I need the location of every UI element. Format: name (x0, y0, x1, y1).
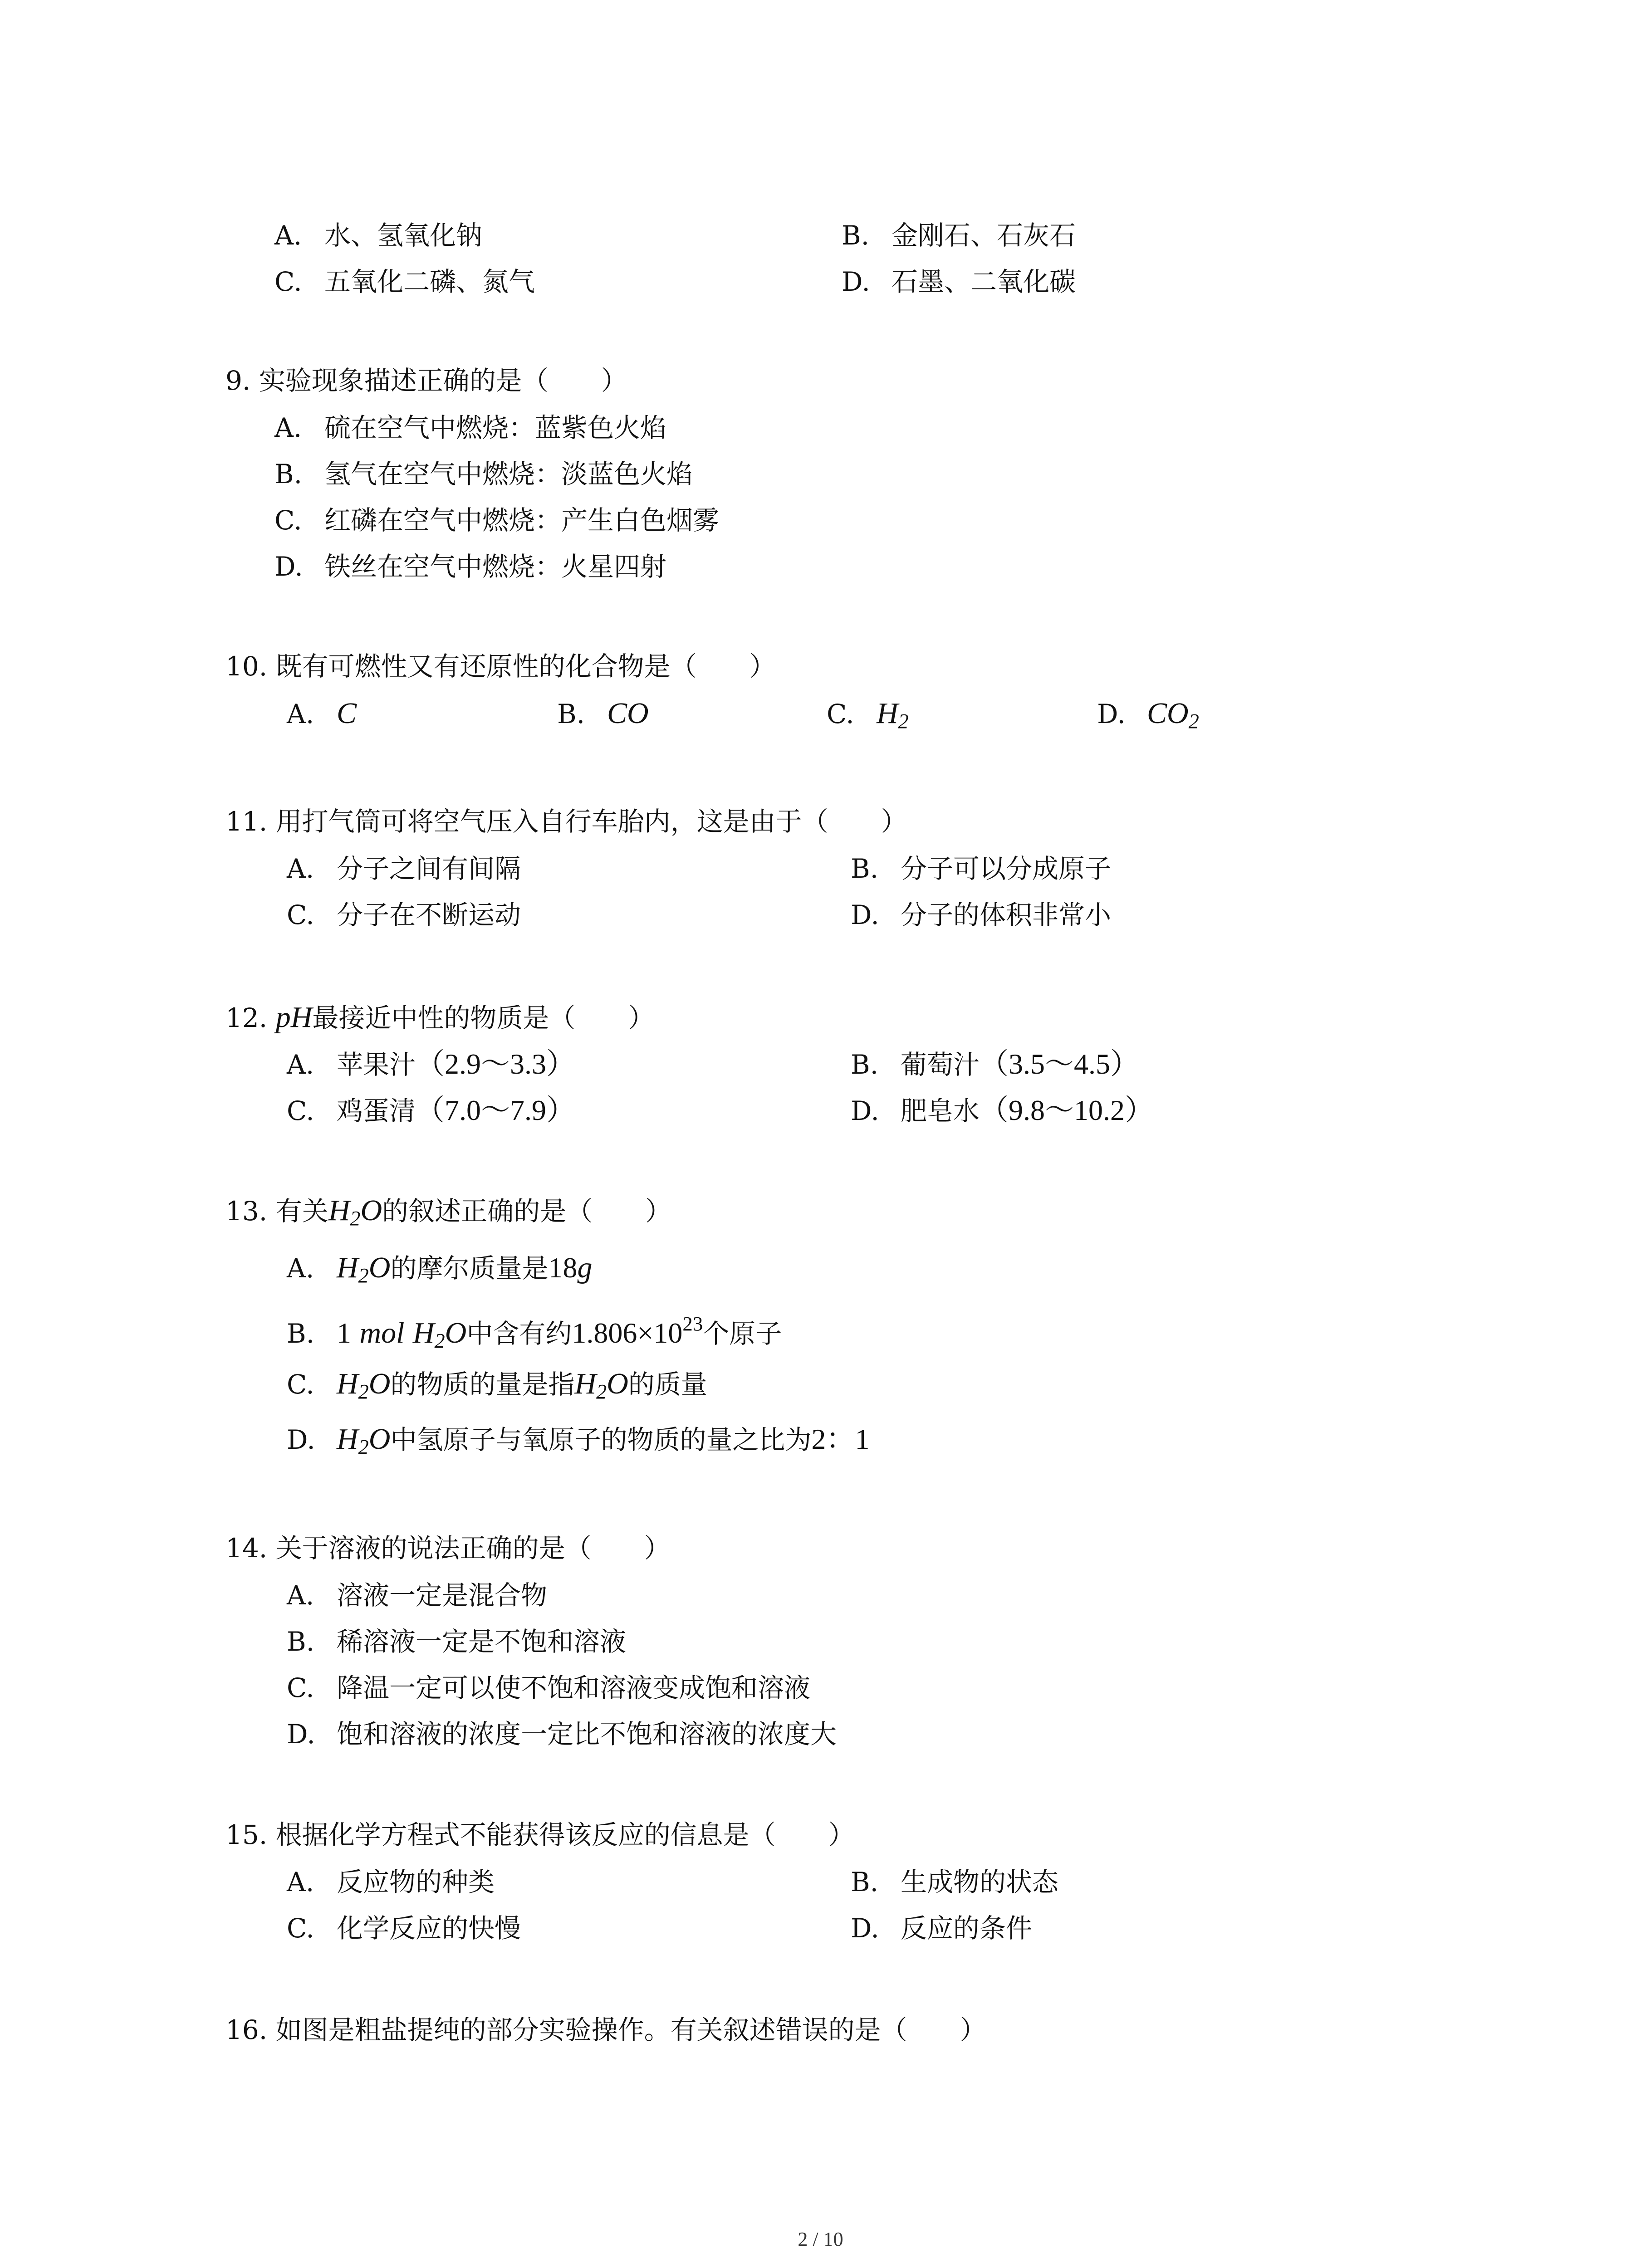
option-label: B. (274, 459, 303, 489)
q14-stem: 14. 关于溶液的说法正确的是（ ） (225, 1533, 671, 1564)
option-text: 红磷在空气中燃烧：产生白色烟雾 (324, 505, 720, 536)
q10-option-b[interactable] (557, 699, 649, 728)
option-unit: g (577, 1251, 593, 1284)
option-text-post: 的质量 (628, 1369, 707, 1400)
option-text: 五氧化二磷、氮气 (324, 266, 535, 297)
q13-stem: 13. 有关$H_2O$的叙述正确的是（ ） (225, 1194, 672, 1230)
q12-stem: 12. pH最接近中性的物质是（ ） (225, 1001, 655, 1034)
option-label: B. (842, 220, 870, 251)
option-range: （7.0～7.9） (416, 1094, 576, 1126)
option-text: 葡萄汁 (901, 1049, 980, 1080)
option-label: A. (274, 412, 302, 443)
option-text: 苹果汁 (337, 1049, 416, 1080)
q13-option-d[interactable] (287, 1424, 869, 1458)
q9-stem: 9. 实验现象描述正确的是（ ） (225, 365, 627, 396)
option-text: 溶液一定是混合物 (337, 1580, 548, 1611)
option-text: 分子可以分成原子 (901, 853, 1112, 884)
option-text: 中含有约 (466, 1318, 572, 1349)
option-label: B. (287, 1318, 315, 1349)
q9-option-b[interactable] (274, 461, 693, 487)
h2o-formula: $H_2O$ (412, 1316, 467, 1353)
q11-option-b[interactable] (851, 855, 1111, 882)
option-label: B. (851, 1867, 879, 1897)
q9-option-a[interactable] (274, 412, 667, 443)
q12-option-b[interactable] (851, 1050, 1139, 1079)
option-text: 金刚石、石灰石 (892, 220, 1076, 251)
option-label: C. (287, 1095, 314, 1126)
q12-option-c[interactable] (287, 1096, 575, 1125)
option-text: 中氢原子与氧原子的物质的量之比为 (390, 1424, 812, 1455)
option-text: 鸡蛋清 (337, 1095, 416, 1126)
option-formula: CO (607, 697, 649, 730)
q15-option-a[interactable] (287, 1869, 495, 1895)
q10-option-a[interactable] (287, 699, 357, 728)
option-label: A. (287, 1253, 314, 1284)
option-text: 水、氢氧化钠 (324, 220, 483, 251)
option-label: C. (274, 266, 302, 297)
option-label: B. (287, 1626, 315, 1657)
q11-option-d[interactable] (851, 899, 1112, 930)
q15-option-b[interactable] (851, 1869, 1058, 1895)
q14-option-c[interactable] (287, 1672, 811, 1703)
q14-option-d[interactable] (287, 1719, 837, 1750)
option-label: A. (287, 1049, 314, 1080)
q11-stem: 11. 用打气筒可将空气压入自行车胎内，这是由于（ ） (225, 806, 907, 837)
option-label: C. (287, 1913, 314, 1944)
option-label: C. (274, 505, 302, 536)
option-label: C. (287, 1672, 314, 1703)
option-formula: $CO_2$ (1147, 697, 1199, 733)
option-formula: C (337, 697, 357, 730)
option-value: $1.806\times 10^{23}$ (572, 1312, 703, 1349)
h2o-formula: $H_2O$ (337, 1367, 391, 1403)
q15-stem: 15. 根据化学方程式不能获得该反应的信息是（ ） (225, 1819, 855, 1850)
option-label: A. (274, 220, 302, 251)
q8-option-c[interactable] (274, 266, 535, 297)
q8-option-b[interactable] (842, 222, 1076, 249)
q14-option-a[interactable] (287, 1580, 548, 1611)
option-label: B. (851, 1049, 879, 1080)
option-formula: $H_2$ (877, 697, 909, 733)
option-label: D. (287, 1719, 315, 1750)
option-label: A. (287, 1867, 314, 1897)
option-text: 分子的体积非常小 (901, 899, 1112, 930)
q11-option-c[interactable] (287, 899, 521, 930)
option-text: 氢气在空气中燃烧：淡蓝色火焰 (324, 459, 693, 489)
page-number: 2 / 10 (798, 2228, 843, 2250)
q16-stem: 16. 如图是粗盐提纯的部分实验操作。有关叙述错误的是（ ） (225, 2014, 986, 2045)
option-label: D. (1097, 699, 1126, 729)
h2o-formula: $H_2O$ (337, 1422, 391, 1459)
option-label: D. (851, 1913, 879, 1944)
option-text: 肥皂水 (901, 1095, 980, 1126)
option-text: 饱和溶液的浓度一定比不饱和溶液的浓度大 (337, 1719, 837, 1750)
q12-option-d[interactable] (851, 1096, 1154, 1125)
option-range: （3.5～4.5） (980, 1048, 1140, 1080)
q8-option-a[interactable] (274, 222, 482, 249)
q10-option-d[interactable] (1097, 699, 1199, 732)
option-range: （9.8～10.2） (980, 1094, 1154, 1126)
option-label: A. (287, 1580, 314, 1611)
q13-option-a[interactable] (287, 1253, 592, 1286)
q11-option-a[interactable] (287, 855, 521, 882)
option-label: B. (851, 853, 879, 884)
option-text: 的物质的量是指 (390, 1369, 575, 1400)
option-label: D. (851, 899, 879, 930)
option-text: 化学反应的快慢 (337, 1913, 521, 1944)
option-unit: mol (359, 1316, 405, 1349)
q13-option-b[interactable] (287, 1314, 782, 1352)
q10-option-c[interactable] (827, 699, 909, 732)
q9-option-c[interactable] (274, 505, 720, 536)
option-text: 稀溶液一定是不饱和溶液 (337, 1626, 627, 1657)
option-text: 的摩尔质量是 (390, 1253, 549, 1284)
q12-option-a[interactable] (287, 1050, 575, 1079)
h2o-formula: $H_2O$ (337, 1251, 391, 1287)
q13-option-c[interactable] (287, 1369, 707, 1403)
q8-option-d[interactable] (842, 266, 1076, 297)
h2o-formula: $H_2O$ (328, 1194, 382, 1230)
option-text: 反应物的种类 (337, 1867, 495, 1897)
q9-option-d[interactable] (274, 553, 666, 580)
option-label: D. (274, 551, 303, 582)
option-label: D. (287, 1424, 315, 1455)
q15-option-c[interactable] (287, 1913, 521, 1944)
option-label: A. (287, 853, 314, 884)
option-range: （2.9～3.3） (416, 1048, 576, 1080)
option-label: C. (287, 1369, 314, 1400)
option-text: 硫在空气中燃烧：蓝紫色火焰 (324, 412, 667, 443)
option-label: C. (287, 899, 314, 930)
option-text-post: 个原子 (703, 1318, 782, 1349)
option-label: B. (557, 699, 585, 729)
option-label: D. (851, 1095, 879, 1126)
option-text: 降温一定可以使不饱和溶液变成饱和溶液 (337, 1672, 811, 1703)
option-text: 分子在不断运动 (337, 899, 521, 930)
option-text: 生成物的状态 (901, 1867, 1059, 1897)
ph-symbol: pH (275, 1001, 313, 1034)
option-text: 铁丝在空气中燃烧：火星四射 (324, 551, 667, 582)
option-label: D. (842, 266, 870, 297)
option-ratio: 2：1 (811, 1423, 870, 1455)
h2o-formula: $H_2O$ (574, 1367, 628, 1403)
q10-stem: 10. 既有可燃性又有还原性的化合物是（ ） (225, 651, 776, 682)
option-text: 分子之间有间隔 (337, 853, 521, 884)
option-text: 反应的条件 (901, 1913, 1033, 1944)
option-number: 18 (548, 1251, 578, 1284)
option-text: 石墨、二氧化碳 (892, 266, 1076, 297)
q15-option-d[interactable] (851, 1913, 1033, 1944)
option-number: 1 (337, 1316, 351, 1349)
option-label: A. (287, 699, 314, 729)
option-label: C. (827, 699, 854, 729)
q14-option-b[interactable] (287, 1628, 626, 1655)
